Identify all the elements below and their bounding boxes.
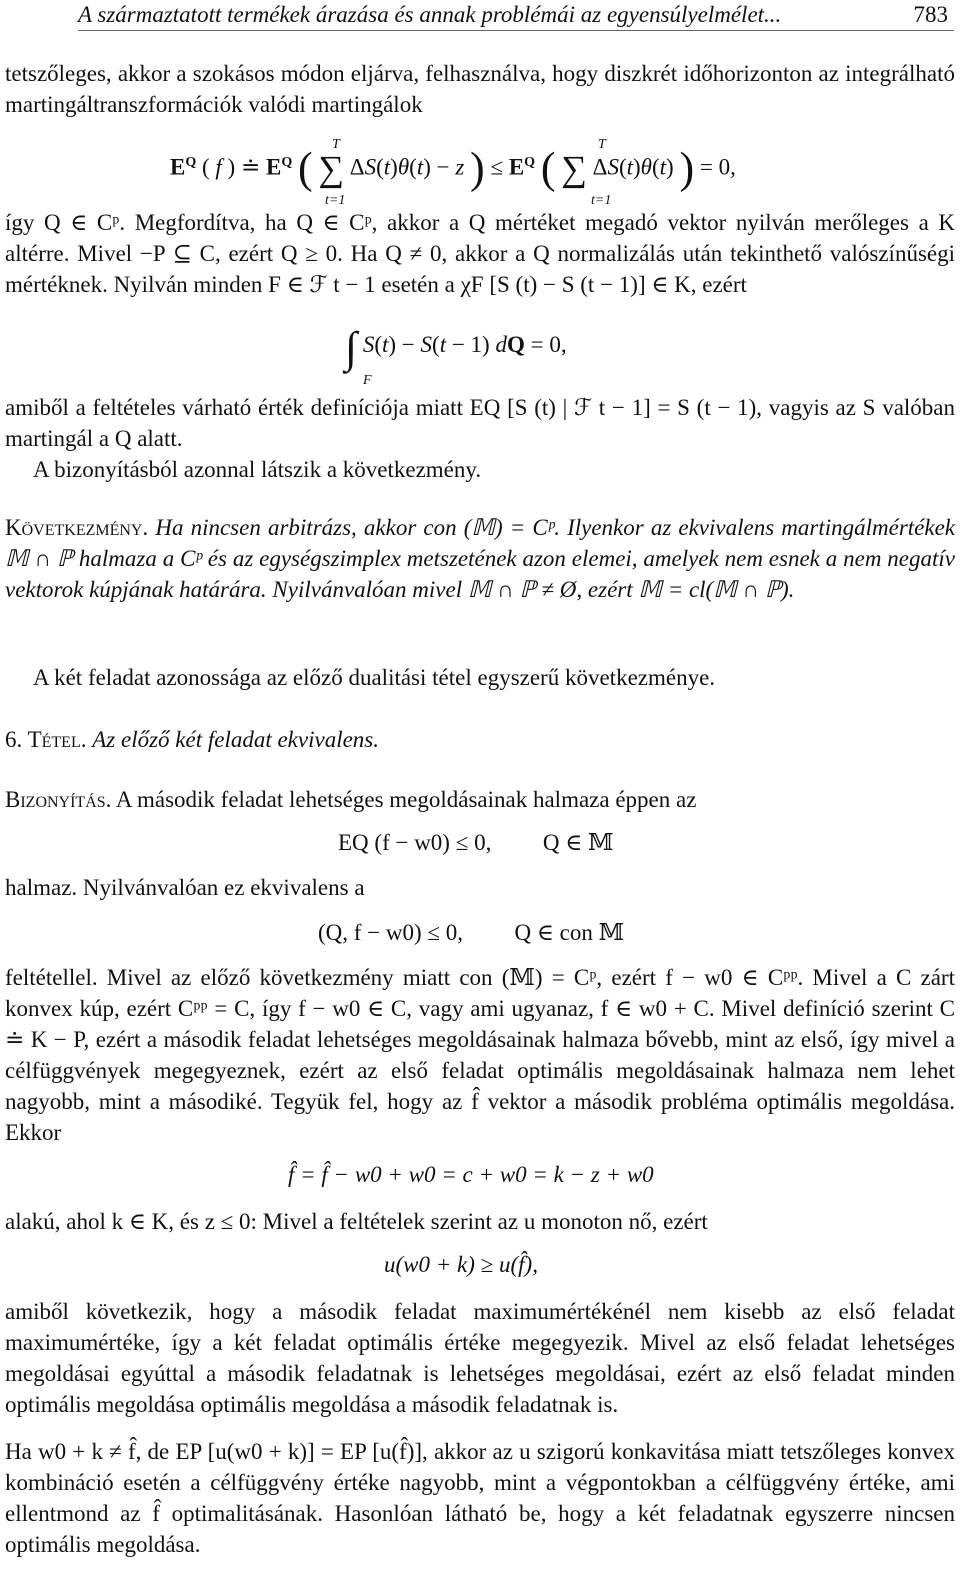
equation-feasible-set [338, 828, 658, 858]
paragraph-equivalent [5, 872, 955, 903]
paragraph-text: így Q ∈ Cᵖ. Megfordítva, ha Q ∈ Cᵖ, akkor a Q mértéket megadó vektor nyilván merőleges a K altérre. Mivel −P ⊆ C, ezért Q ≥ 0. Ha Q ≠ 0, akkor a Q normalizálás után tekinthető valószínűségi mértéknek. Nyilván minden F ∈ ℱ t − 1 esetén a χF [S (t) − S (t − 1)] ∈ K, ezért [5, 210, 955, 297]
paragraph-text: amiből a feltételes várható érték definíciója miatt EQ [S (t) | ℱ t − 1] = S (t − 1), vagyis az S valóban martingál a Q alatt. [5, 395, 955, 451]
sum-upper-limit: T [598, 137, 606, 152]
paragraph-maximum [5, 1296, 955, 1420]
paragraph-text: A két feladat azonossága az előző dualitási tétel egyszerű következménye. [33, 665, 716, 690]
paragraph-concavity [5, 1436, 955, 1560]
equation-part: EQ (f − w0) ≤ 0, [338, 830, 492, 855]
proof-text: A második feladat lehetséges megoldásainak halmaza éppen az [115, 787, 697, 812]
paragraph-monotone [5, 1206, 955, 1237]
running-header [78, 0, 954, 31]
paragraph-text: halmaz. Nyilvánvalóan ez ekvivalens a [5, 875, 365, 900]
integral-domain: F [363, 373, 372, 388]
equation-utility [384, 1250, 604, 1280]
proof-label: Bizonyítás. [5, 787, 112, 812]
paragraph-text: alakú, ahol k ∈ K, és z ≤ 0: Mivel a feltételek szerint az u monoton nő, ezért [5, 1209, 708, 1234]
sum-lower-limit: t=1 [325, 193, 346, 208]
paragraph-intro [5, 58, 955, 120]
header-title: A származtatott termékek árazása és annak problémái az egyensúlyelmélet... [78, 2, 782, 27]
corollary [5, 512, 955, 605]
paragraph-measure [5, 207, 955, 300]
paragraph-text: amiből következik, hogy a második feladat maximumértékénél nem kisebb az első feladat maximumértéke, így a két feladat optimális értéke megegyezik. Mivel az első feladat lehetséges megoldásai egyúttal a második feladatnak is lehetséges megoldásai, ezért az első feladat minden optimális megoldása optimális megoldása a második feladatnak is. [5, 1299, 955, 1417]
corollary-text: Ha nincsen arbitrázs, akkor con (𝕄) = Cᵖ. Ilyenkor az ekvivalens martingálmértékek 𝕄 ∩ ℙ halmaza a Cᵖ és az egységszimplex metszetének azon elemei, amelyek nem esnek a nem negatív vektorok kúpjának határára. Nyilvánvalóan mivel 𝕄 ∩ ℙ ≠ Ø, ezért 𝕄 = cl(𝕄 ∩ ℙ). [5, 515, 956, 602]
equation-cone-condition [318, 918, 658, 948]
theorem-text: Az előző két feladat ekvivalens. [92, 727, 379, 752]
paragraph-conditional [5, 392, 955, 485]
equation-expectation-martingale [170, 128, 820, 208]
paragraph-duality [5, 662, 955, 693]
theorem-label: 6. Tétel. [5, 727, 87, 752]
equation-part: Q ∈ 𝕄 [542, 830, 614, 855]
corollary-label: Következmény. [5, 515, 149, 540]
page-number: 783 [913, 2, 948, 27]
paragraph-text: tetszőleges, akkor a szokásos módon eljárva, felhasználva, hogy diszkrét időhorizonton az integrálható martingáltranszformációk valódi martingálok [5, 61, 955, 117]
equation-body: $E^Q$ ( f ) ≐ $E^Q$ ( ∑ ΔS(t)θ(t) − z ) ≤ $E^Q$ ( ∑ ΔS(t)θ(t) ) = 0, [170, 143, 736, 193]
equation-body: u(w0 + k) ≥ u(f̂), [384, 1252, 538, 1277]
paragraph-text: A bizonyításból azonnal látszik a következmény. [33, 457, 482, 482]
equation-body: S(t) − S(t − 1) dQ = 0, [362, 332, 567, 357]
equation-part: Q ∈ con 𝕄 [514, 920, 625, 945]
sum-upper-limit: T [332, 137, 340, 152]
equation-part: (Q, f − w0) ≤ 0, [318, 920, 464, 945]
equation-f-hat [288, 1160, 708, 1190]
paragraph-text: Ha w0 + k ≠ f̂, de EP [u(w0 + k)] = EP [u(f̂)], akkor az u szigorú konkavitása miatt tetszőleges konvex kombináció esetén a célfüggvény értéke nagyobb, mint a végpontokban a célfüggvény értéke, ami ellentmond az f̂ optimalitásának. Hasonlóan látható be, hogy a két feladatnak egyszerre nincsen optimális megoldása. [5, 1439, 955, 1557]
integral-sign: ∫ [345, 323, 358, 372]
equation-integral [345, 323, 645, 388]
paragraph-text: feltétellel. Mivel az előző következmény miatt con (𝕄) = Cᵖ, ezért f − w0 ∈ Cᵖᵖ. Mivel a C zárt konvex kúp, ezért Cᵖᵖ = C, így f − w0 ∈ C, vagy ami ugyanaz, f ∈ w0 + C. Mivel definíció szerint C ≐ K − P, ezért a második feladat lehetséges megoldásainak halmaza bővebb, mint az első, így mivel a célfüggvények megegyeznek, ezért az első feladat optimális megoldásainak halmaza nem lehet nagyobb, mint a másodiké. Tegyük fel, hogy az f̂ vektor a második probléma optimális megoldása. Ekkor [5, 965, 955, 1145]
theorem [5, 724, 955, 755]
equation-body: f̂ = f̂ − w0 + w0 = c + w0 = k − z + w0 [288, 1162, 654, 1187]
sum-lower-limit: t=1 [591, 193, 612, 208]
paragraph-convex-cone [5, 962, 955, 1148]
proof-start [5, 784, 955, 815]
